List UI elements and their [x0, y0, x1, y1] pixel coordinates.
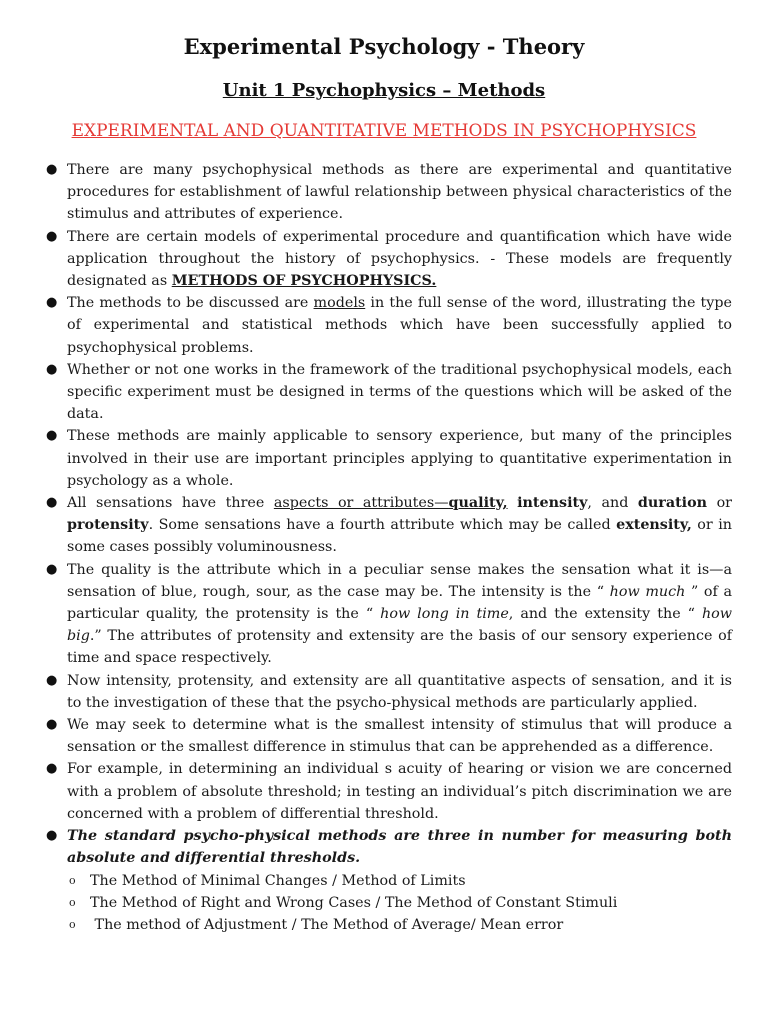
bullet-icon: ● [46, 561, 58, 577]
unit-subtitle: Unit 1 Psychophysics – Methods [222, 80, 546, 101]
circle-bullet-icon: o [69, 895, 76, 909]
bullet-icon: ● [46, 672, 58, 688]
list-item-text: For example, in determining an individual s acuity of hearing or vision we are concerned with a problem of absolute threshold; in testing an individual’s pitch discrimination we are concerned with a problem of differential threshold. [67, 761, 732, 822]
list-item [38, 226, 732, 293]
bullet-icon: ● [46, 162, 58, 177]
bullet-icon: ● [46, 761, 58, 777]
list-item-text: These methods are mainly applicable to sensory experience, but many of the principles involved in their use are important principles applying to quantitative experimentation in psychology as a whole. [67, 428, 732, 489]
standard-methods-statement: The standard psycho-physical methods are three in number for measuring both absolute and differential thresholds. [67, 828, 732, 867]
bullet-list [38, 159, 732, 936]
list-item-text: in the full sense of the word, illustrating the type of experimental and statistical methods which have been successfully applied to psychophysical problems. [67, 295, 732, 356]
list-item [38, 758, 732, 825]
bullet-icon: ● [46, 495, 58, 511]
methods-sublist [67, 870, 732, 937]
list-item-text: There are many psychophysical methods as there are experimental and quantitative procedures for establishment of lawful relationship between physical characteristics of the stimulus and attributes of experience. [67, 162, 732, 223]
method-item [67, 914, 732, 936]
circle-bullet-icon: o [69, 917, 76, 931]
bullet-icon: ● [46, 228, 58, 244]
methods-of-psychophysics-term: METHODS OF PSYCHOPHYSICS. [171, 273, 437, 290]
method-item [67, 870, 732, 892]
bullet-icon: ● [46, 717, 58, 733]
list-item [38, 825, 732, 936]
list-item-text: Now intensity, protensity, and extensity are all quantitative aspects of sensation, and it is to the investigation of these that the psycho-physical methods are particularly applied. [67, 672, 732, 711]
how-long-phrase: how long in time [380, 606, 509, 623]
list-item-text: .” The attributes of protensity and extensity are the basis of our sensory experience of time and space respectively. [67, 628, 732, 667]
list-item [38, 425, 732, 492]
list-item-text: or [707, 495, 733, 512]
list-item-text: All sensations have three [67, 495, 274, 512]
method-text: The Method of Right and Wrong Cases / The Method of Constant Stimuli [90, 894, 618, 911]
duration-term: duration [637, 495, 708, 512]
how-much-phrase: how much [609, 583, 686, 600]
list-item-text: Whether or not one works in the framework of the traditional psychophysical models, each specific experiment must be designed in terms of the questions which will be asked of the data. [67, 361, 732, 423]
quality-term: quality, [448, 495, 508, 512]
list-item [38, 714, 732, 758]
list-item-text [508, 495, 518, 511]
page-title: Experimental Psychology - Theory [183, 34, 585, 59]
list-item [38, 559, 732, 670]
list-item-text: The quality is the attribute which in a peculiar sense makes the sensation what it is—a sensation of blue, rough, sour, as the case may be. The intensity is the “ [67, 561, 732, 600]
extensity-term: extensity, [616, 517, 692, 534]
list-item [38, 159, 732, 226]
models-term: models [313, 295, 366, 312]
list-item-text: There are certain models of experimental procedure and quantification which have wide application throughout the history of psychophysics. - These models are frequently designated as [67, 228, 732, 290]
circle-bullet-icon: o [69, 873, 76, 887]
bullet-icon: ● [46, 295, 58, 311]
section-heading: EXPERIMENTAL AND QUANTITATIVE METHODS IN PSYCHOPHYSICS [71, 121, 697, 141]
list-item [38, 292, 732, 359]
bullet-icon: ● [46, 428, 58, 444]
list-item [38, 359, 732, 426]
bullet-icon: ● [46, 361, 58, 377]
list-item [38, 492, 732, 559]
method-text: The method of Adjustment / The Method of Average/ Mean error [90, 916, 564, 933]
list-item-text: The methods to be discussed are [67, 295, 314, 312]
intensity-term: intensity [517, 495, 588, 512]
bullet-icon: ● [46, 828, 58, 844]
method-text: The Method of Minimal Changes / Method of Limits [90, 872, 466, 889]
list-item-text: . Some sensations have a fourth attribute which may be called [148, 517, 617, 534]
list-item-text: ” of a particular quality, the protensity is the “ [67, 583, 733, 623]
list-item-text: , and [587, 495, 638, 512]
list-item-text: , and the extensity the “ [508, 606, 702, 623]
method-item [67, 892, 732, 914]
aspects-term: aspects or attributes— [273, 495, 449, 512]
protensity-term: protensity [67, 517, 149, 534]
how-big-phrase: how big [67, 606, 732, 645]
list-item [38, 670, 732, 714]
list-item-text: or in some cases possibly voluminousness. [67, 517, 732, 556]
list-item-text: We may seek to determine what is the smallest intensity of stimulus that will produce a sensation or the smallest difference in stimulus that can be apprehended as a difference. [67, 717, 732, 756]
